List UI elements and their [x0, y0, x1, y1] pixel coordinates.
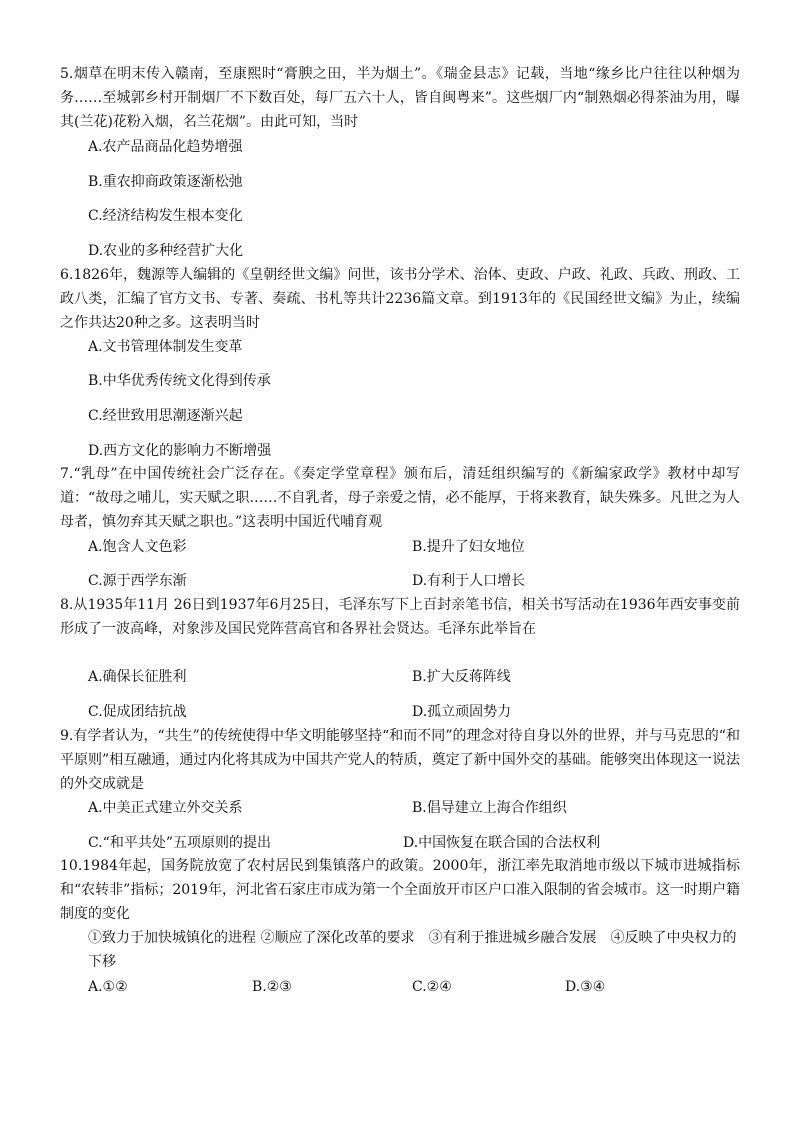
question-5-option-c[interactable]: C.经济结构发生根本变化 [88, 208, 243, 224]
question-7-option-b[interactable]: B.提升了妇女地位 [412, 539, 525, 555]
question-5-option-d[interactable]: D.农业的多种经营扩大化 [88, 243, 244, 259]
question-10-statements: ①致力于加快城镇化的进程 ②顺应了深化改革的要求 ③有利于推进城乡融合发展 ④反映了中央权力的下移 [88, 930, 737, 970]
question-text: 1826年，魏源等人编辑的《皇朝经世文编》问世，该书分学术、治体、吏政、户政、礼政、兵政、刑政、工政八类，汇编了官方文书、专著、奏疏、书札等共计2236篇文章。到1913年的《民国经世文编》为止，续编之作共达20种之多。这表明当时 [60, 267, 740, 331]
question-10-stem [60, 854, 740, 926]
question-7-option-a[interactable]: A.饱含人文色彩 [88, 539, 187, 555]
question-text: 1984年起，国务院放宽了农村居民到集镇落户的政策。2000年，浙江率先取消地市级以下城市进城指标和“农转非”指标；2019年，河北省石家庄市成为第一个全面放开市区户口准入限制的省会城市。这一时期户籍制度的变化 [60, 858, 740, 922]
question-9-option-a[interactable]: A.中美正式建立外交关系 [88, 800, 243, 816]
question-9-stem [60, 724, 740, 796]
question-number: 6. [60, 267, 74, 283]
question-text: “乳母”在中国传统社会广泛存在。《奏定学堂章程》颁布后，清廷组织编写的《新编家政学》教材中却写道：“故母之哺儿，实天赋之职……不自乳者，母子亲爱之情，必不能厚，于将来教育，缺失殊多。凡世之为人母者，慎勿弃其天赋之职也。”这表明中国近代哺育观 [60, 466, 740, 530]
question-10-option-d[interactable]: D.③④ [565, 979, 606, 995]
question-5-option-b[interactable]: B.重农抑商政策逐渐松弛 [88, 174, 243, 190]
question-number: 9. [60, 728, 74, 744]
question-6-option-b[interactable]: B.中华优秀传统文化得到传承 [88, 373, 271, 389]
question-7-option-d[interactable]: D.有利于人口增长 [412, 573, 526, 589]
question-10-option-c[interactable]: C.②④ [412, 979, 452, 995]
question-text: 有学者认为，“共生”的传统使得中华文明能够坚持“和而不同”的理念对待自身以外的世界，并与马克思的“和平原则”相互融通，通过内化将其成为中国共产党人的特质，奠定了新中国外交的基础。能够突出体现这一说法的外交成就是 [60, 728, 740, 792]
question-9-option-b[interactable]: B.倡导建立上海合作组织 [412, 800, 567, 816]
question-7-stem [60, 462, 740, 534]
question-8-option-d[interactable]: D.孤立顽固势力 [412, 704, 512, 720]
question-text: 从1935年11月 26日到1937年6月25日，毛泽东写下上百封亲笔书信，相关书写活动在1936年西安事变前形成了一波高峰，对象涉及国民党阵营高官和各界社会贤达。毛泽东此举旨在 [60, 597, 740, 637]
question-6-option-d[interactable]: D.西方文化的影响力不断增强 [88, 443, 272, 459]
question-6-option-c[interactable]: C.经世致用思潮逐渐兴起 [88, 408, 243, 424]
question-8-stem [60, 593, 740, 641]
question-number: 5. [60, 66, 74, 82]
question-8-option-c[interactable]: C.促成团结抗战 [88, 704, 187, 720]
question-10-option-a[interactable]: A.①② [88, 979, 128, 995]
question-10-option-b[interactable]: B.②③ [252, 979, 292, 995]
question-9-option-c[interactable]: C.“和平共处”五项原则的提出 [88, 835, 271, 851]
question-9-option-d[interactable]: D.中国恢复在联合国的合法权利 [403, 835, 601, 851]
question-number: 8. [60, 597, 74, 613]
question-5-option-a[interactable]: A.农产品商品化趋势增强 [88, 139, 243, 155]
question-6-option-a[interactable]: A.文书管理体制发生变革 [88, 339, 243, 355]
question-number: 7. [60, 466, 74, 482]
question-6-stem [60, 263, 740, 335]
question-8-option-b[interactable]: B.扩大反蒋阵线 [412, 669, 511, 685]
question-7-option-c[interactable]: C.源于西学东渐 [88, 573, 187, 589]
question-text: 烟草在明末传入赣南，至康熙时“膏腴之田，半为烟土”。《瑞金县志》记载，当地“缘乡比户往往以种烟为务……至城郭乡村开制烟厂不下数百处，每厂五六十人，皆自闽粤来”。这些烟厂内“制熟烟必得茶油为用，曝其(兰花)花粉入烟，名兰花烟”。由此可知，当时 [60, 66, 740, 130]
question-number: 10. [60, 858, 83, 874]
question-5-stem [60, 62, 740, 134]
question-8-option-a[interactable]: A.确保长征胜利 [88, 669, 187, 685]
